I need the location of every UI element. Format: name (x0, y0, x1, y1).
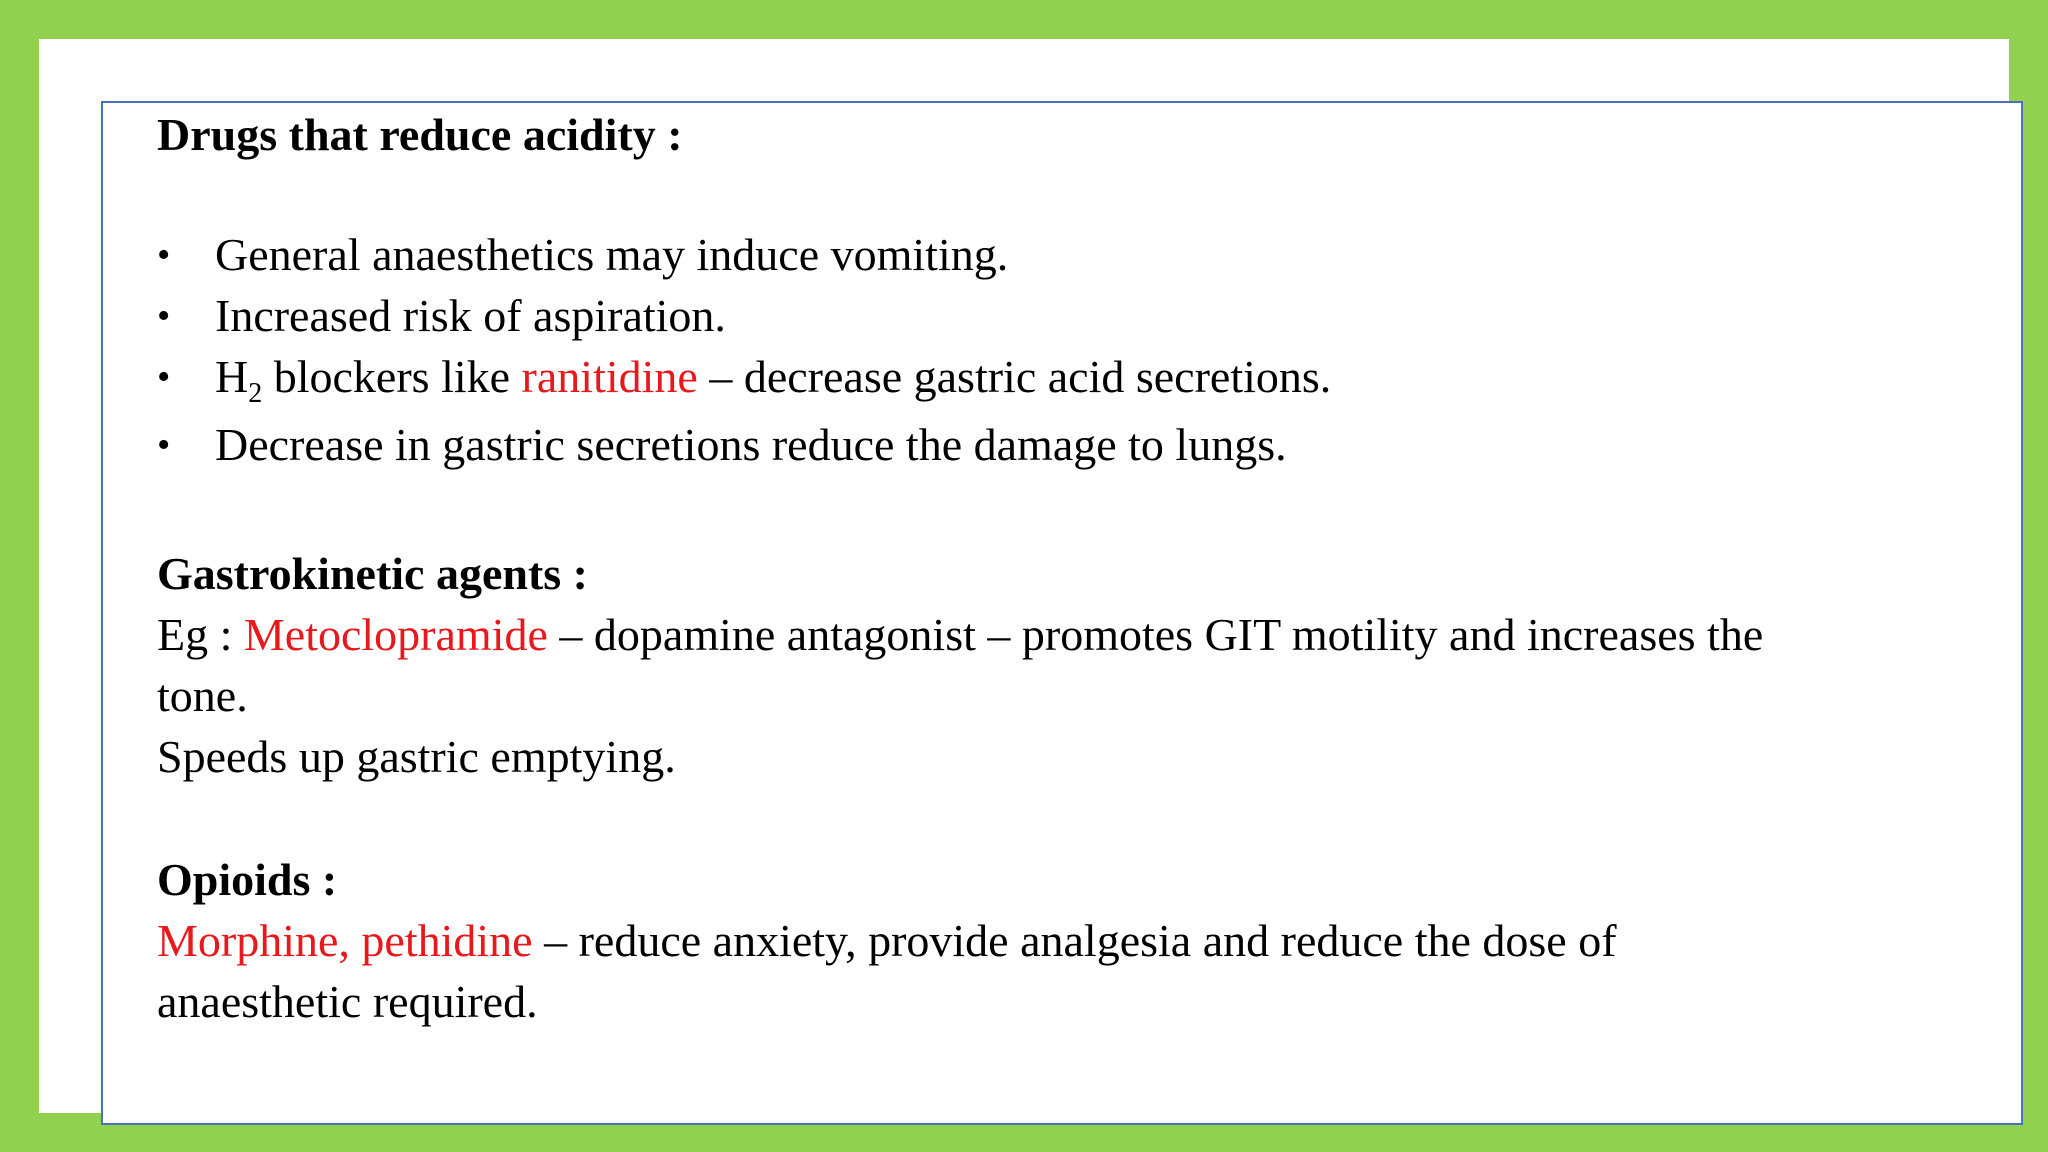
bullet-icon: • (157, 424, 171, 466)
blockers-text: blockers like (262, 351, 522, 402)
gastrokinetic-continuation: tone. (157, 670, 248, 721)
opioids-continuation: anaesthetic required. (157, 976, 538, 1027)
slide (39, 39, 2009, 1113)
drug-name-metoclopramide: Metoclopramide (243, 609, 548, 660)
gastrokinetic-example (157, 609, 1763, 661)
bullet-icon: • (157, 295, 171, 337)
bullet-text: General anaesthetics may induce vomiting. (215, 229, 1009, 280)
opioids-description-text: – reduce anxiety, provide analgesia and reduce the dose of (532, 915, 1617, 966)
gastrokinetic-heading: Gastrokinetic agents : (157, 548, 589, 599)
metoclopramide-description: – dopamine antagonist – promotes GIT motility and increases the (547, 609, 1764, 660)
eg-prefix: Eg : (157, 609, 244, 660)
bullet-icon: • (157, 356, 171, 398)
h2-prefix: H (215, 351, 249, 402)
bullet-text (215, 351, 1332, 409)
bullet-text: Decrease in gastric secretions reduce the damage to lungs. (215, 419, 1287, 470)
drug-name-ranitidine: ranitidine (521, 351, 698, 402)
bullet-icon: • (157, 234, 171, 276)
bullet-text: Increased risk of aspiration. (215, 290, 726, 341)
opioids-heading: Opioids : (157, 854, 338, 905)
gastrokinetic-note: Speeds up gastric emptying. (157, 731, 676, 782)
ranitidine-description: – decrease gastric acid secretions. (697, 351, 1332, 402)
opioids-description (157, 915, 1617, 967)
h2-subscript: 2 (248, 378, 263, 409)
drug-name-opioids: Morphine, pethidine (157, 915, 533, 966)
acidity-heading: Drugs that reduce acidity : (157, 109, 683, 160)
